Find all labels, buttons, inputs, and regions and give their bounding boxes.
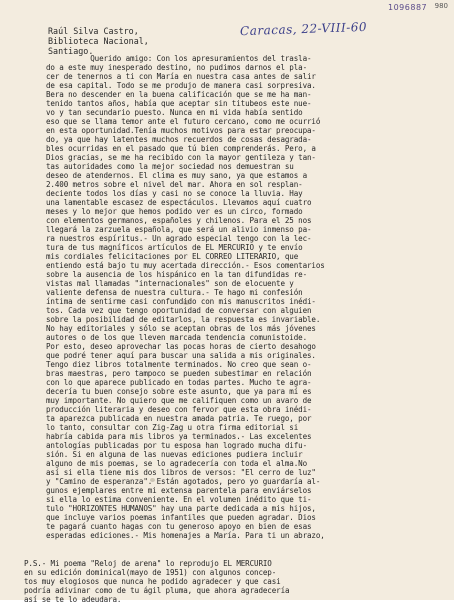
postscript [24,559,444,604]
addressee-block [48,26,149,56]
body-line: 2.400 metros sobre el nivel del mar. Ahora en sol resplan- [46,180,303,189]
body-line: con lo que aparece publicado en todas partes. Mucho te agra- [46,378,312,387]
addressee-line: Raúl Silva Castro, [48,26,139,36]
body-line: Bera no descender en la buena calificación que se me ha man- [46,90,312,99]
body-line: No hay editoriales y sólo se aceptan obras de los más jóvenes [46,324,316,333]
body-line: esperadas ediciones.- Mis homenajes a María. Para ti un abrazo, [46,531,325,540]
body-line: entiendo está bajo tu muy acertada dirección.- Esos comentarios [46,261,325,270]
body-line: mis cordiales felicitaciones por EL CORREO LITERARIO, que [46,252,299,261]
handwritten-date: Caracas, 22-VIII-60 [239,19,368,39]
body-line: do, ya que hay latentes muchos recuerdos de cosas desagrada- [46,135,312,144]
body-line: eso que se llama temor ante el futuro cercano, como me ocurrió [46,117,321,126]
body-line: tas autoridades como la mejor sociedad nos demuestran su [46,162,294,171]
body-line: valiente defensa de nuestra cultura.- Te hago mi confesión [46,288,303,297]
body-line: te pagará cuanto hagas con tu generoso apoyo en bien de esas [46,522,312,531]
body-line: íntima de sentirme casi confundido con mis manuscritos inédi- [46,297,316,306]
body-line: llegará la zarzuela española, que será un alivio inmenso pa- [46,225,312,234]
body-line: ra nuestros espíritus.- Un agrado especial tengo con la lec- [46,234,312,243]
body-line: autores o de los que lleven marcada tendencia comunistoide. [46,333,307,342]
body-line: Por esto, deseo aprovechar las pocas horas de cierto desahogo [46,342,316,351]
body-line: lo tanto, consultar con Zig-Zag u otra firma editorial si [46,423,299,432]
body-line: tura de tus magníficos artículos de EL MERCURIO y te envío [46,243,303,252]
body-line: deseo de atendernos. El clima es muy sano, ya que estamos a [46,171,307,180]
body-line: así si ella tiene mis dos libros de versos: "El cerro de luz" [46,468,316,477]
body-line: habría cabida para mis libros ya terminados.- Las excelentes [46,432,312,441]
postscript-line: podría adivinar como de tu ágil pluma, que ahora agradecería [24,586,290,595]
body-line: antologías publicadas por tu esposa han logrado mucha difu- [46,441,307,450]
body-line: bles ocurridas en el pasado que tú bien comprenderás. Pero, a [46,144,316,153]
body-line: Querido amigo: Con los apresuramientos del trasla- [46,54,312,63]
body-line: muy importante. No quiero que me califiquen como un avaro de [46,396,312,405]
body-line: deciente todos los días y casi no se conoce la lluvia. Hay [46,189,303,198]
body-line: sobre la ausencia de los hispánico en la tan difundidas re- [46,270,307,279]
body-line: bras maestras, pero tampoco se pueden subestimar en relación [46,369,312,378]
body-line: do a este muy inesperado destino, no pudimos darnos el pla- [46,63,307,72]
body-line: tulo "HORIZONTES HUMANOS" hay una parte dedicada a mis hijos, [46,504,316,513]
postscript-line: P.S.- Mi poema "Reloj de arena" lo reprodujo EL MERCURIO [24,559,272,568]
body-line: una lamentable escasez de espectáculos. Llevamos aquí cuatro [46,198,312,207]
body-line: vistas mal llamadas "internacionales" son de elocuente y [46,279,294,288]
body-line: cer de tenernos a ti con María en nuestra casa antes de salir [46,72,316,81]
reference-number: 1096887 [388,3,428,12]
body-line: ta aparezca publicada en nuestra amada patria. Te ruego, por [46,414,312,423]
body-line: y "Camino de esperanza". Están agotados, pero yo guardaría al- [46,477,321,486]
addressee-line: Santiago. [48,46,94,56]
letter-body [46,54,446,540]
body-line: Tengo diez libros totalmente terminados. No creo que sean o- [46,360,312,369]
body-line: en esta oportunidad.Tenía muchos motivos para estar preocupa- [46,126,316,135]
ink-stain [150,478,155,482]
postscript-line: en su edición dominical(mayo de 1951) con algunos concep- [24,568,277,577]
body-line: sobre la posibilidad de editarlos, la respuesta es invariable. [46,315,321,324]
body-line: meses y lo mejor que hemos podido ver es un circo, formado [46,207,303,216]
body-line: vo y tan secundario puesto. Nunca en mi vida había sentido [46,108,303,117]
postscript-line: así se te lo adeudara. [24,595,122,604]
body-line: Dios gracias, se me ha recibido con la mayor gentileza y tan- [46,153,316,162]
body-line: que podré tener aquí para buscar una salida a mis originales. [46,351,316,360]
body-line: de esa capital. Todo se me produjo de manera casi sorpresiva. [46,81,316,90]
body-line: tos. Cada vez que tengo oportunidad de conversar con alguien [46,306,312,315]
body-line: sión. Si en alguna de las nuevas ediciones pudiera incluir [46,450,303,459]
body-line: tenido tantos años, había que aceptar sin titubeos este nue- [46,99,312,108]
body-line: alguno de mis poemas, se lo agradecería con toda el alma.No [46,459,307,468]
body-line: si ella lo estima conveniente. En el volumen inédito que ti- [46,495,312,504]
addressee-line: Biblioteca Nacional, [48,36,149,46]
page-number: 980 [434,2,448,10]
body-line: decería tu buen consejo sobre este asunto, que ya para mí es [46,387,312,396]
body-line: producción literaria y deseo con fervor que esta obra inédi- [46,405,312,414]
body-line: gunos ejemplares entre mi extensa parentela para enviárselos [46,486,312,495]
ink-stain [183,300,190,305]
body-line: que incluye varios poemas infantiles que pueden agradar. Dios [46,513,316,522]
body-line: con elementos germanos, españoles y chilenos. Para el 25 nos [46,216,312,225]
postscript-line: tos muy elogiosos que nunca he podido agradecer y que casi [24,577,281,586]
